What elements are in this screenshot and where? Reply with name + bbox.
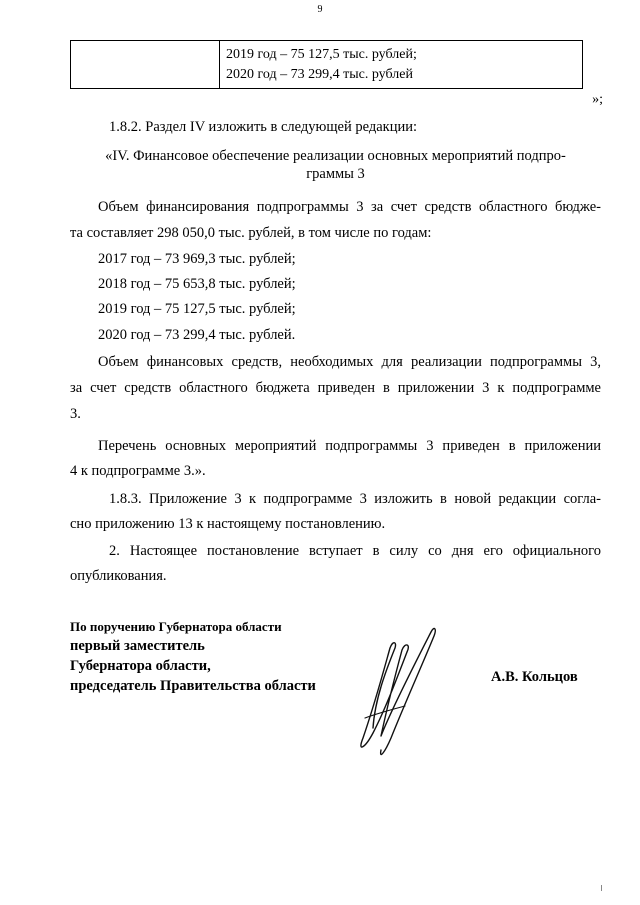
sign-line-4: председатель Правительства области <box>70 678 316 694</box>
section-heading-line2: граммы 3 <box>306 166 365 182</box>
point-2-line1: 2. Настоящее постановление вступает в силу со дня его официального <box>109 543 601 559</box>
sign-line-3: Губернатора области, <box>70 658 211 674</box>
page-number: 9 <box>317 4 323 15</box>
volume-paragraph-line2: за счет средств областного бюджета приведен в приложении 3 к подпрограмме <box>70 380 601 396</box>
volume-paragraph-line1: Объем финансовых средств, необходимых для реализации подпрограммы 3, <box>98 354 601 370</box>
signer-name: А.В. Кольцов <box>491 669 578 685</box>
table-fragment <box>70 40 583 89</box>
table-year-2019: 2019 год – 75 127,5 тыс. рублей; <box>226 47 417 62</box>
section-1-8-3-line1: 1.8.3. Приложение 3 к подпрограмме 3 изложить в новой редакции согла- <box>109 491 601 507</box>
signature-block <box>70 618 316 696</box>
table-cell-empty <box>71 41 220 89</box>
list-paragraph-line1: Перечень основных мероприятий подпрограммы 3 приведен в приложении <box>98 438 601 454</box>
table-year-2020: 2020 год – 73 299,4 тыс. рублей <box>226 67 413 82</box>
handwritten-signature <box>335 618 455 768</box>
quote-close: »; <box>592 92 603 107</box>
point-2-line2: опубликования. <box>70 568 167 584</box>
section-1-8-3-line2: сно приложению 13 к настоящему постановлению. <box>70 516 386 532</box>
year-2020: 2020 год – 73 299,4 тыс. рублей. <box>98 327 296 343</box>
year-2017: 2017 год – 73 969,3 тыс. рублей; <box>98 251 296 267</box>
list-paragraph-line2: 4 к подпрограмме 3.». <box>70 463 206 479</box>
sign-line-1: По поручению Губернатора области <box>70 619 282 634</box>
table-cell-years <box>220 41 583 89</box>
section-1-8-2: 1.8.2. Раздел IV изложить в следующей редакции: <box>109 119 418 135</box>
year-2019: 2019 год – 75 127,5 тыс. рублей; <box>98 301 296 317</box>
funding-paragraph-line2: та составляет 298 050,0 тыс. рублей, в том числе по годам: <box>70 225 432 241</box>
sign-line-2: первый заместитель <box>70 638 205 654</box>
edge-mark <box>601 885 602 891</box>
section-heading-line1: «IV. Финансовое обеспечение реализации основных мероприятий подпро- <box>105 148 566 164</box>
funding-paragraph-line1: Объем финансирования подпрограммы 3 за счет средств областного бюдже- <box>98 199 601 215</box>
year-2018: 2018 год – 75 653,8 тыс. рублей; <box>98 276 296 292</box>
volume-paragraph-line3: 3. <box>70 406 81 422</box>
